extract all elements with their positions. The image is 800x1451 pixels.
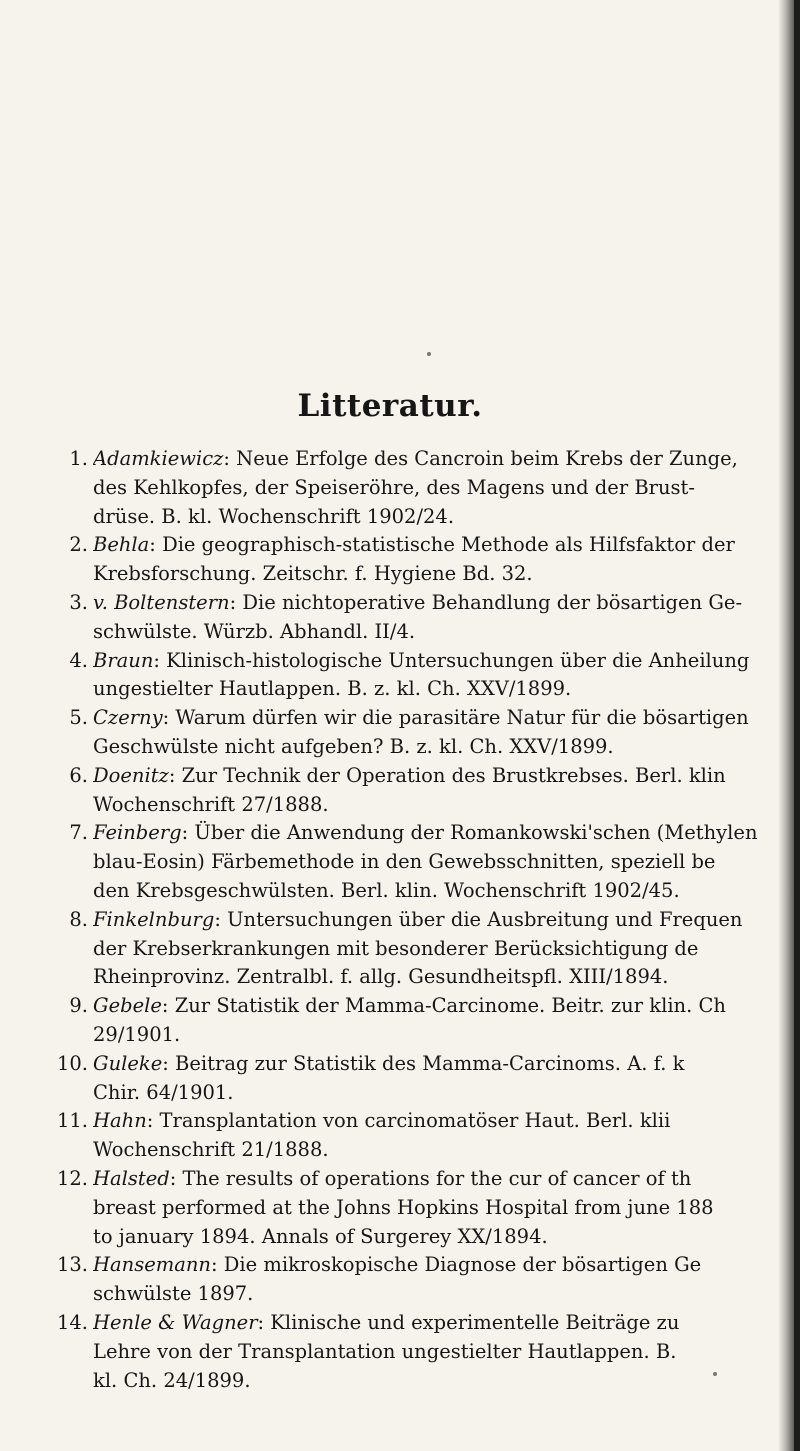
- entry-line: [93, 647, 793, 676]
- entry-text: schwülste 1897.: [93, 1282, 254, 1306]
- entry-line: [93, 762, 793, 791]
- entry-text: : Klinische und experimentelle Beiträge zu: [257, 1310, 680, 1334]
- entry-line: [93, 589, 793, 618]
- entry-line: [93, 1107, 793, 1136]
- entry-text: Krebsforschung. Zeitschr. f. Hygiene Bd. 32.: [93, 562, 533, 586]
- entry-number: 2.: [69, 533, 88, 557]
- entry-number: 9.: [69, 994, 88, 1018]
- entry-line: [93, 704, 793, 733]
- entry-author: Guleke: [93, 1051, 163, 1075]
- entry-text: 29/1901.: [93, 1022, 181, 1046]
- print-speck: [427, 352, 431, 356]
- entry-text: : Klinisch-histologische Untersuchungen über die Anheilung: [153, 648, 750, 672]
- entry-number: 7.: [69, 821, 88, 845]
- entry-text: blau-Eosin) Färbemethode in den Gewebsschnitten, speziell be: [93, 850, 716, 874]
- entry-author: Hahn: [93, 1109, 147, 1133]
- entry-author: Halsted: [93, 1166, 170, 1190]
- entry-line: [93, 1367, 793, 1396]
- page-title: Litteratur.: [297, 388, 483, 424]
- entry-text: Wochenschrift 21/1888.: [93, 1138, 329, 1162]
- entry-line: [93, 963, 793, 992]
- entry-number: 14.: [56, 1310, 88, 1334]
- entry-text: Geschwülste nicht aufgeben? B. z. kl. Ch. XXV/1899.: [93, 734, 614, 758]
- entry-line: [93, 1338, 793, 1367]
- entry-text: : Die mikroskopische Diagnose der bösartigen Ge: [210, 1253, 702, 1277]
- reference-entry: [48, 1050, 800, 1108]
- entry-number: 8.: [69, 907, 88, 931]
- entry-author: Hansemann: [93, 1253, 211, 1277]
- entry-line: [93, 445, 793, 474]
- entry-line: [93, 733, 793, 762]
- entry-text: : Warum dürfen wir die parasitäre Natur für die bösartigen: [162, 706, 749, 730]
- entry-number: 12.: [56, 1166, 88, 1190]
- entry-text: drüse. B. kl. Wochenschrift 1902/24.: [93, 504, 455, 528]
- entry-text: des Kehlkopfes, der Speiseröhre, des Magens und der Brust-: [93, 475, 695, 499]
- entry-text: : Neue Erfolge des Cancroin beim Krebs der Zunge,: [223, 447, 738, 470]
- entry-line: [93, 1309, 793, 1338]
- entry-line: [93, 1194, 793, 1223]
- entry-line: [93, 531, 793, 560]
- entry-text: Chir. 64/1901.: [93, 1080, 234, 1104]
- entry-author: Feinberg: [93, 821, 182, 845]
- reference-entry: [48, 531, 800, 589]
- entry-line: [93, 848, 793, 877]
- reference-entry: [48, 1165, 800, 1251]
- reference-entry: [48, 762, 800, 820]
- entry-author: Adamkiewicz: [93, 447, 224, 470]
- entry-author: Czerny: [93, 706, 163, 730]
- entry-number: 6.: [69, 763, 88, 787]
- entry-line: [93, 1136, 793, 1165]
- reference-entry: [48, 992, 800, 1050]
- entry-number: 1.: [69, 447, 88, 470]
- entry-line: [93, 675, 793, 704]
- entry-text: ungestielter Hautlappen. B. z. kl. Ch. XXV/1899.: [93, 677, 572, 701]
- entry-number: 10.: [56, 1051, 88, 1075]
- entry-line: [93, 877, 793, 906]
- entry-author: Behla: [93, 533, 150, 557]
- reference-entry: [48, 1107, 800, 1165]
- reference-entry: [48, 1251, 800, 1309]
- reference-entry: [48, 1309, 800, 1395]
- entry-author: Henle & Wagner: [93, 1310, 258, 1334]
- entry-text: Lehre von der Transplantation ungestielter Hautlappen. B.: [93, 1339, 677, 1363]
- entry-line: [93, 618, 793, 647]
- entry-line: [93, 1050, 793, 1079]
- entry-text: : Transplantation von carcinomatöser Haut. Berl. klii: [146, 1109, 671, 1133]
- entry-text: : Beitrag zur Statistik des Mamma-Carcinoms. A. f. k: [162, 1051, 685, 1075]
- entry-text: den Krebsgeschwülsten. Berl. klin. Wochenschrift 1902/45.: [93, 878, 680, 902]
- entry-text: : Untersuchungen über die Ausbreitung und Frequen: [214, 907, 743, 931]
- entry-line: [93, 1251, 793, 1280]
- entry-line: [93, 992, 793, 1021]
- entry-number: 13.: [56, 1253, 88, 1277]
- entry-text: kl. Ch. 24/1899.: [93, 1368, 251, 1392]
- entry-line: [93, 1021, 793, 1050]
- entry-line: [93, 503, 793, 532]
- entry-number: 4.: [69, 648, 88, 672]
- entry-text: : Zur Technik der Operation des Brustkrebses. Berl. klin: [168, 763, 726, 787]
- entry-number: 11.: [56, 1109, 88, 1133]
- entry-line: [93, 1079, 793, 1108]
- entry-line: [93, 1165, 793, 1194]
- reference-entry: [48, 906, 800, 992]
- entry-author: Doenitz: [93, 763, 169, 787]
- entry-line: [93, 791, 793, 820]
- entry-text: : Zur Statistik der Mamma-Carcinome. Beitr. zur klin. Ch: [161, 994, 726, 1018]
- entry-text: : Über die Anwendung der Romankowski'schen (Methylen: [181, 821, 758, 845]
- entry-line: [93, 560, 793, 589]
- entry-text: : Die geographisch-statistische Methode als Hilfsfaktor der: [149, 533, 735, 557]
- entry-author: v. Boltenstern: [93, 590, 230, 614]
- entry-text: to january 1894. Annals of Surgerey XX/1894.: [93, 1224, 548, 1248]
- entry-line: [93, 935, 793, 964]
- entry-number: 3.: [69, 590, 88, 614]
- entry-text: : Die nichtoperative Behandlung der bösartigen Ge-: [229, 590, 743, 614]
- entry-text: schwülste. Würzb. Abhandl. II/4.: [93, 619, 416, 643]
- reference-entry: [48, 704, 800, 762]
- entry-line: [93, 474, 793, 503]
- entry-author: Gebele: [93, 994, 162, 1018]
- entry-number: 5.: [69, 706, 88, 730]
- entry-text: Rheinprovinz. Zentralbl. f. allg. Gesundheitspfl. XIII/1894.: [93, 965, 669, 989]
- entry-author: Braun: [93, 648, 154, 672]
- entry-line: [93, 906, 793, 935]
- entry-author: Finkelnburg: [93, 907, 215, 931]
- reference-list: [48, 445, 800, 1395]
- reference-entry: [48, 819, 800, 905]
- entry-text: : The results of operations for the cur of cancer of th: [169, 1166, 692, 1190]
- reference-entry: [48, 647, 800, 705]
- entry-line: [93, 1223, 793, 1252]
- entry-text: der Krebserkrankungen mit besonderer Berücksichtigung de: [93, 936, 699, 960]
- reference-entry: [48, 445, 800, 531]
- entry-text: Wochenschrift 27/1888.: [93, 792, 329, 816]
- entry-line: [93, 1280, 793, 1309]
- entry-line: [93, 819, 793, 848]
- entry-text: breast performed at the Johns Hopkins Hospital from june 188: [93, 1195, 714, 1219]
- reference-entry: [48, 589, 800, 647]
